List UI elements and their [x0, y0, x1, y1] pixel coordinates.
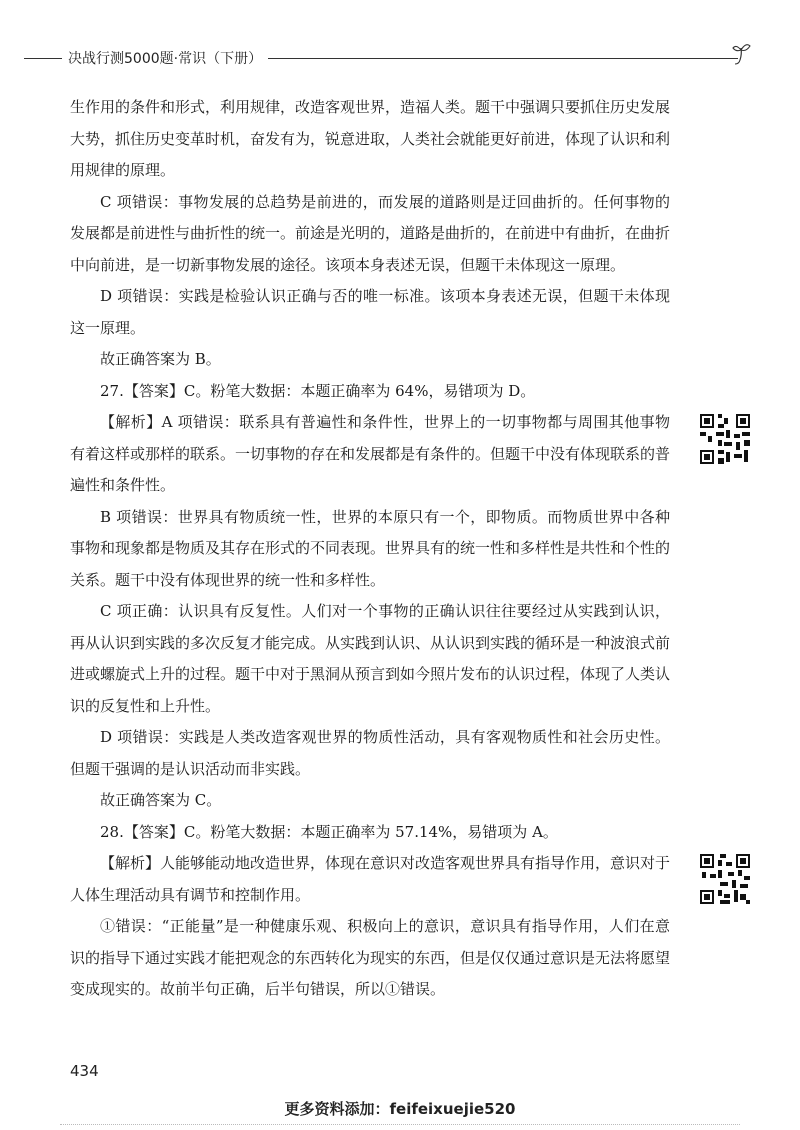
paragraph: B 项错误：世界具有物质统一性，世界的本原只有一个，即物质。而物质世界中各种事物和现象都是物质及其存在形式的不同表现。世界具有的统一性和多样性是共性和个性的关系。题干中没有体现世界的统一性和多样性。 [70, 507, 671, 589]
paragraph: C 项错误：事物发展的总趋势是前进的，而发展的道路则是迂回曲折的。任何事物的发展都是前进性与曲折性的统一。前途是光明的，道路是曲折的，在前进中有曲折，在曲折中向前进，是一切新事物发展的途径。该项本身表述无误，但题干未体现这一原理。 [70, 192, 671, 274]
paragraph: D 项错误：实践是人类改造客观世界的物质性活动，具有客观物质性和社会历史性。但题干强调的是认识活动而非实践。 [70, 728, 670, 778]
paragraph: C 项正确：认识具有反复性。人们对一个事物的正确认识往往要经过从实践到认识，再从认识到实践的多次反复才能完成。从实践到认识、从认识到实践的循环是一种波浪式前进或螺旋式上升的过程。题干中对于黑洞从预言到如今照片发布的认识过程，体现了人类认识的反复性和上升性。 [70, 602, 671, 715]
page-body [70, 92, 670, 1006]
paragraph: 故正确答案为 C。 [100, 791, 222, 809]
sprout-icon [730, 40, 758, 68]
page-number: 434 [70, 1062, 99, 1080]
qr-code-icon[interactable] [698, 852, 752, 906]
running-header [0, 46, 800, 70]
analysis-28: 【解析】人能够能动地改造世界，体现在意识对改造客观世界具有指导作用，意识对于人体生理活动具有调节和控制作用。 [70, 854, 671, 904]
header-rule-right [268, 58, 738, 59]
qr-code-icon[interactable] [698, 412, 752, 466]
paragraph: D 项错误：实践是检验认识正确与否的唯一标准。该项本身表述无误，但题干未体现这一原理。 [70, 287, 670, 337]
header-rule-left [24, 58, 62, 59]
book-title: 决战行测5000题·常识（下册） [68, 51, 263, 67]
footer-note: 更多资料添加：feifeixuejie520 [284, 1100, 516, 1118]
paragraph: ①错误：“正能量”是一种健康乐观、积极向上的意识，意识具有指导作用，人们在意识的指导下通过实践才能把观念的东西转化为现实的东西，但是仅仅通过意识是无法将愿望变成现实的。故前半句正确，后半句错误，所以①错误。 [70, 917, 671, 998]
footer-divider [60, 1124, 740, 1125]
analysis-27: 【解析】A 项错误：联系具有普遍性和条件性，世界上的一切事物都与周围其他事物有着这样或那样的联系。一切事物的存在和发展都是有条件的。但题干中没有体现联系的普遍性和条件性。 [70, 413, 671, 494]
answer-28: 28.【答案】C。粉笔大数据：本题正确率为 57.14%，易错项为 A。 [100, 822, 558, 841]
paragraph: 故正确答案为 B。 [100, 350, 221, 368]
answer-27: 27.【答案】C。粉笔大数据：本题正确率为 64%，易错项为 D。 [100, 381, 536, 400]
paragraph: 生作用的条件和形式，利用规律，改造客观世界，造福人类。题干中强调只要抓住历史发展大势，抓住历史变革时机，奋发有为，锐意进取，人类社会就能更好前进，体现了认识和利用规律的原理。 [70, 98, 671, 179]
